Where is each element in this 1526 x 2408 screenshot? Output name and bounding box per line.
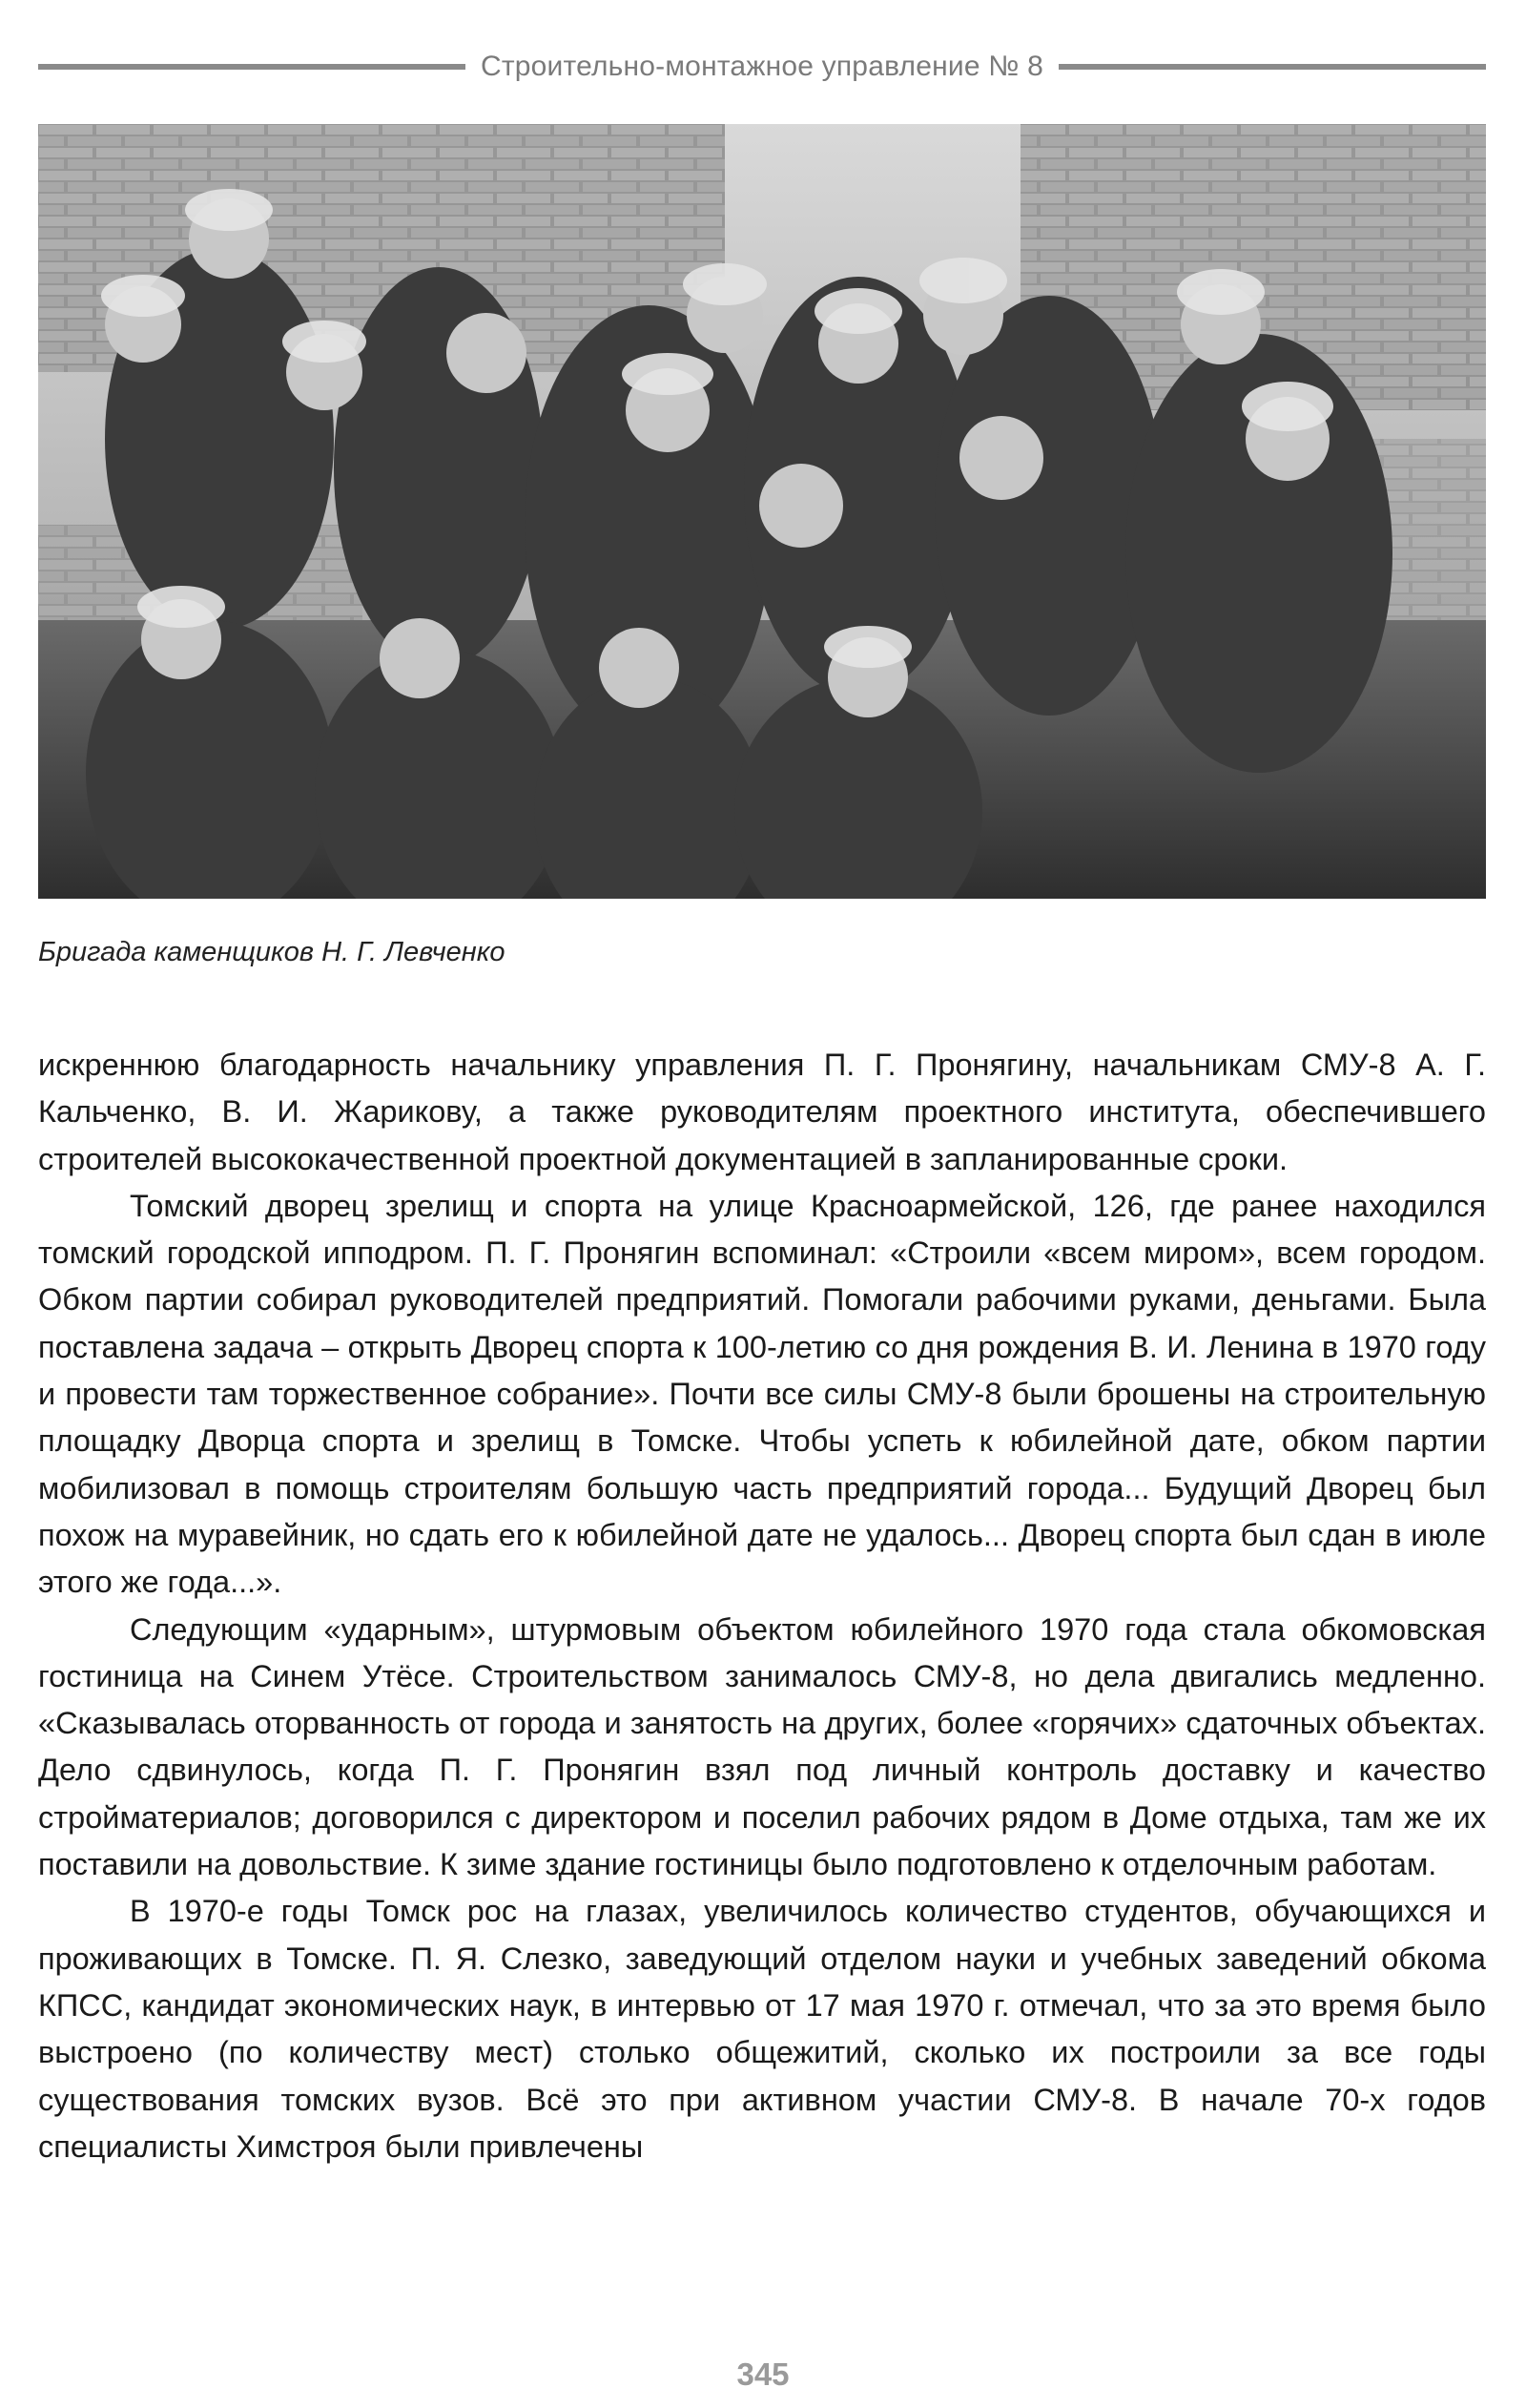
paragraph: Следующим «ударным», штурмовым объектом юбилейного 1970 года стала обкомовская гостиница на Синем Утёсе. Строительством занималось СМУ-8, но дела двигались медленно. «Сказывалась оторванность от города и занятость на других, более «горячих» сдаточных объектах. Дело сдвинулось, когда П. Г. Пронягин взял под личный контроль доставку и качество стройматериалов; договорился с директором и поселил рабочих рядом в Доме отдыха, там же их поставили на довольствие. К зиме здание гостиницы было подготовлено к отделочным работам. [38, 1611, 1486, 1882]
paragraph: Томский дворец зрелищ и спорта на улице Красноармейской, 126, где ранее находился томский городской ипподром. П. Г. Пронягин вспоминал: «Строили «всем миром», всем городом. Обком партии собирал руководителей предприятий. Помогали рабочими руками, деньгами. Была поставлена задача – открыть Дворец спорта к 100-летию со дня рождения В. И. Ленина в 1970 году и провести там торжественное собрание». Почти все силы СМУ-8 были брошены на строительную площадку Дворца спорта и зрелищ в Томске. Чтобы успеть к юбилейной дате, обком партии мобилизовал в помощь строителям большую часть предприятий города... Будущий Дворец был похож на муравейник, но сдать его к юбилейной дате не удалось... Дворец спорта был сдан в июле этого же года...». [38, 1188, 1486, 1600]
brigade-photo [38, 124, 1486, 899]
brigade-photo-illustration [38, 124, 1486, 899]
header-title: Строительно-монтажное управление № 8 [480, 51, 1044, 82]
header-rule-right [1059, 64, 1486, 70]
header-rule-left [38, 64, 465, 70]
photo-caption: Бригада каменщиков Н. Г. Левченко [38, 937, 505, 967]
paragraph: искреннюю благодарность начальнику управления П. Г. Пронягину, начальникам СМУ-8 А. Г. Кальченко, В. И. Жарикову, а также руководителям проектного института, обеспечившего строителей высококачественной проектной документацией в запланированные сроки. [38, 1048, 1486, 1176]
running-header [38, 48, 1486, 86]
page-number: 345 [736, 2356, 790, 2392]
body-text [38, 1042, 1486, 2170]
paragraph: В 1970-е годы Томск рос на глазах, увеличилось количество студентов, обучающихся и проживающих в Томске. П. Я. Слезко, заведующий отделом науки и учебных заведений обкома КПСС, кандидат экономических наук, в интервью от 17 мая 1970 г. отмечал, что за это время было выстроено (по количеству мест) столько общежитий, сколько их построили за все годы существования томских вузов. Всё это при активном участии СМУ-8. В начале 70-х годов специалисты Химстроя были привлечены [38, 1894, 1486, 2164]
